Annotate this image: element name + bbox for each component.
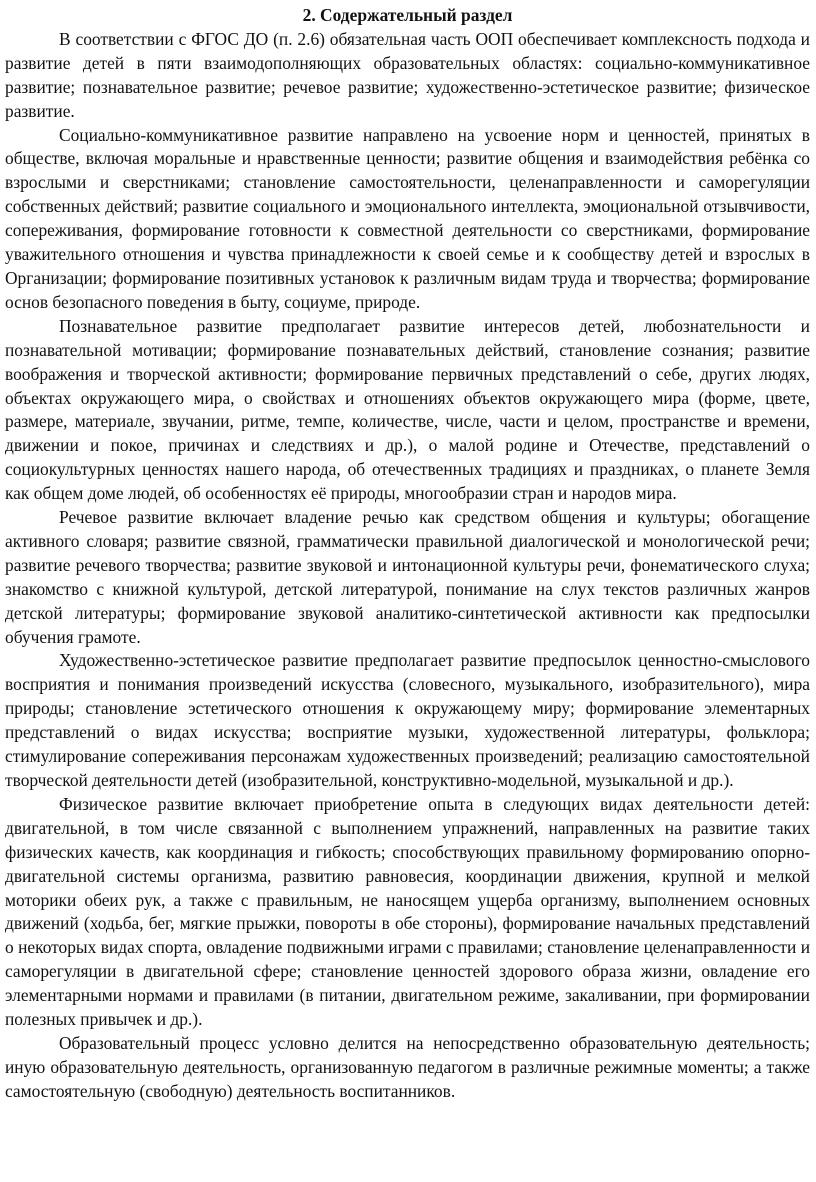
paragraph-educational-process: Образовательный процесс условно делится на непосредственно образовательную деятельность; иную образовательную деятельность, организованную педагогом в различные режимные моменты; а также самостоятельную (свободную) деятельность воспитанников. <box>5 1032 810 1101</box>
paragraph-speech: Речевое развитие включает владение речью как средством общения и культуры; обогащение активного словаря; развитие связной, грамматически правильной диалогической и монологической речи; развитие речевого творчества; развитие звуковой и интонационной культуры речи, фонематического слуха; знакомство с книжной культурой, детской литературой, понимание на слух текстов различных жанров детской литературы; формирование звуковой аналитико-синтетической активности как предпосылки обучения грамоте. <box>5 507 810 647</box>
paragraph-social-communicative: Социально-коммуникативное развитие направлено на усвоение норм и ценностей, принятых в обществе, включая моральные и нравственные ценности; развитие общения и взаимодействия ребёнка со взрослыми и сверстниками; становление самостоятельности, целенаправленности и саморегуляции собственных действий; развитие социального и эмоционального интеллекта, эмоциональной отзывчивости, сопереживания, формирование готовности к совместной деятельности со сверстниками, формирование уважительного отношения и чувства принадлежности к своей семье и к сообществу детей и взрослых в Организации; формирование позитивных установок к различным видам труда и творчества; формирование основ безопасного поведения в быту, социуме, природе. <box>5 124 810 312</box>
section-title: 2. Содержательный раздел <box>302 5 513 25</box>
paragraph-physical: Физическое развитие включает приобретение опыта в следующих видах деятельности детей: двигательной, в том числе связанной с выполнением упражнений, направленных на развитие таких физических качеств, как координация и гибкость; способствующих правильному формированию опорно-двигательной системы организма, развитию равновесия, координации движения, крупной и мелкой моторики обеих рук, а также с правильным, не наносящем ущерба организму, выполнением основных движений (ходьба, бег, мягкие прыжки, повороты в обе стороны), формирование начальных представлений о некоторых видах спорта, овладение подвижными играми с правилами; становление целенаправленности и саморегуляции в двигательной сфере; становление ценностей здорового образа жизни, овладение его элементарными нормами и правилами (в питании, двигательном режиме, закаливании, при формировании полезных привычек и др.). <box>5 793 810 1030</box>
paragraph-cognitive: Познавательное развитие предполагает развитие интересов детей, любознательности и познавательной мотивации; формирование познавательных действий, становление сознания; развитие воображения и творческой активности; формирование первичных представлений о себе, других людях, объектах окружающего мира, о свойствах и отношениях объектов окружающего мира (форме, цвете, размере, материале, звучании, ритме, темпе, количестве, числе, части и целом, пространстве и времени, движении и покое, причинах и следствиях и др.), о малой родине и Отечестве, представлений о социокультурных ценностях нашего народа, об отечественных традициях и праздниках, о планете Земля как общем доме людей, об особенностях её природы, многообразии стран и народов мира. <box>5 315 810 504</box>
paragraph-intro: В соответствии с ФГОС ДО (п. 2.6) обязательная часть ООП обеспечивает комплексность подхода и развитие детей в пяти взаимодополняющих образовательных областях: социально-коммуникативное развитие; познавательное развитие; речевое развитие; художественно-эстетическое развитие; физическое развитие. <box>5 28 810 121</box>
paragraph-artistic-aesthetic: Художественно-эстетическое развитие предполагает развитие предпосылок ценностно-смыслового восприятия и понимания произведений искусства (словесного, музыкального, изобразительного), мира природы; становление эстетического отношения к окружающему миру; формирование элементарных представлений о видах искусства; восприятие музыки, художественной литературы, фольклора; стимулирование сопереживания персонажам художественных произведений; реализацию самостоятельной творческой деятельности детей (изобразительной, конструктивно-модельной, музыкальной и др.). <box>5 650 810 790</box>
